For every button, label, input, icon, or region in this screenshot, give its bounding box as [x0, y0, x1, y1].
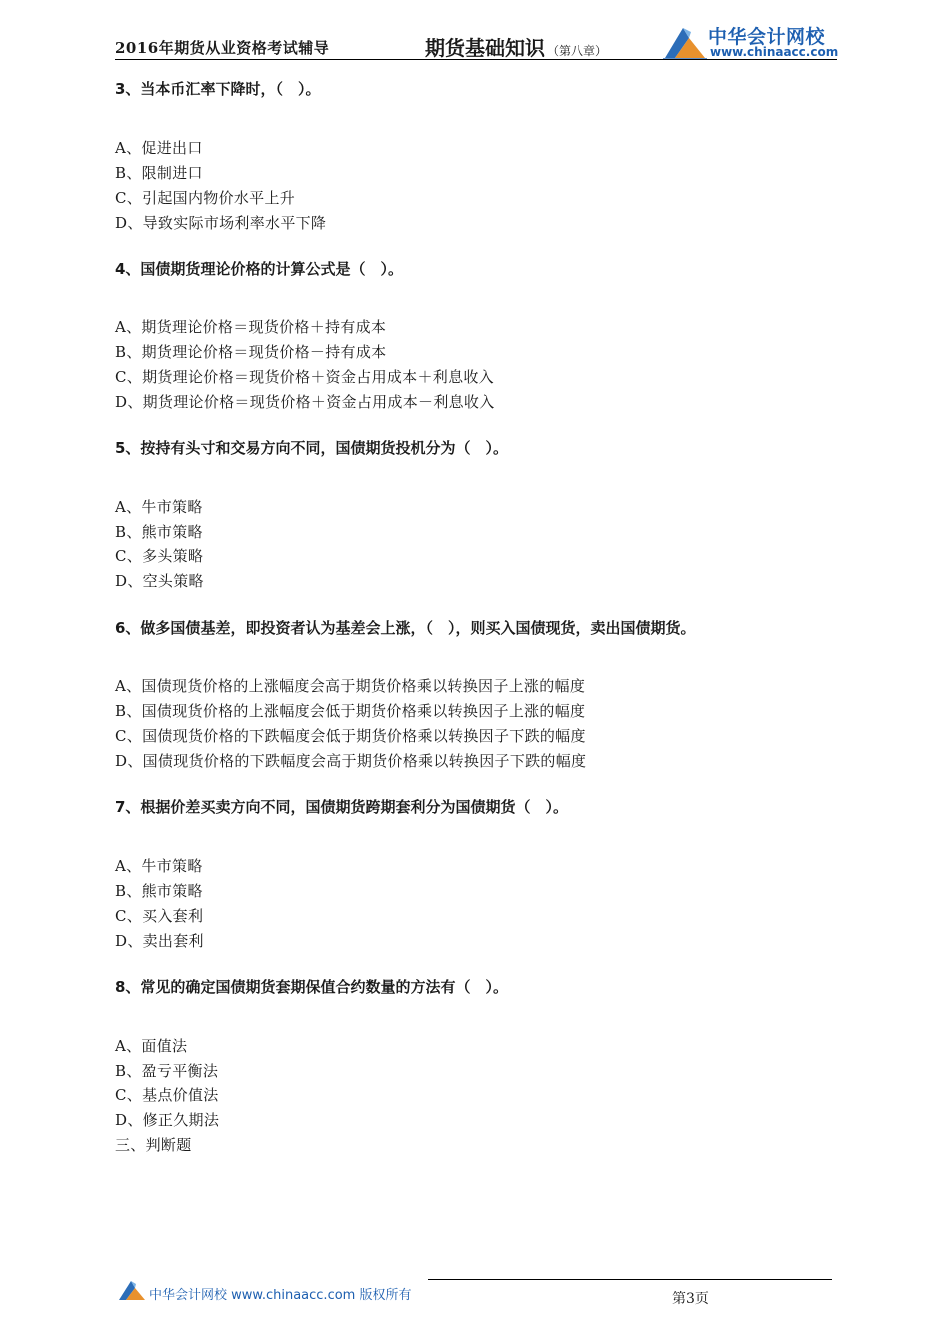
option-8b: B、盈亏平衡法: [115, 1062, 219, 1080]
option-3d: D、导致实际市场利率水平下降: [115, 214, 327, 232]
logo-brand-name: 中华会计网校: [708, 26, 826, 48]
option-8c: C、基点价值法: [115, 1086, 219, 1104]
question-4: 4、国债期货理论价格的计算公式是（ ）。: [115, 260, 403, 278]
option-4a: A、期货理论价格＝现货价格＋持有成本: [115, 318, 387, 336]
option-3a: A、促进出口: [115, 139, 203, 157]
header-divider: [115, 59, 837, 60]
question-5: 5、按持有头寸和交易方向不同，国债期货投机分为（ ）。: [115, 439, 508, 457]
option-7d: D、卖出套利: [115, 932, 204, 950]
footer-brand: [117, 1279, 447, 1305]
option-4b: B、期货理论价格＝现货价格－持有成本: [115, 343, 387, 361]
question-6: 6、做多国债基差，即投资者认为基差会上涨，（ ），则买入国债现货，卖出国债期货。: [115, 619, 696, 637]
footer-logo-icon: [117, 1279, 147, 1303]
page-number: 第3页: [672, 1291, 709, 1307]
option-6c: C、国债现货价格的下跌幅度会低于期货价格乘以转换因子下跌的幅度: [115, 727, 586, 745]
option-5d: D、空头策略: [115, 572, 204, 590]
option-4d: D、期货理论价格＝现货价格＋资金占用成本－利息收入: [115, 393, 495, 411]
subject-name: 期货基础知识: [425, 36, 545, 60]
option-3b: B、限制进口: [115, 164, 203, 182]
option-7c: C、买入套利: [115, 907, 204, 925]
question-8: 8、常见的确定国债期货套期保值合约数量的方法有（ ）。: [115, 978, 508, 996]
option-5c: C、多头策略: [115, 547, 204, 565]
header-subject-title: [425, 32, 607, 61]
option-7a: A、牛市策略: [115, 857, 203, 875]
footer-copyright: 中华会计网校 www.chinaacc.com 版权所有: [149, 1288, 412, 1303]
footer-divider: [428, 1279, 832, 1280]
option-6d: D、国债现货价格的下跌幅度会高于期货价格乘以转换因子下跌的幅度: [115, 752, 587, 770]
option-4c: C、期货理论价格＝现货价格＋资金占用成本＋利息收入: [115, 368, 494, 386]
option-6a: A、国债现货价格的上涨幅度会高于期货价格乘以转换因子上涨的幅度: [115, 677, 586, 695]
question-7: 7、根据价差买卖方向不同，国债期货跨期套利分为国债期货（ ）。: [115, 798, 568, 816]
brand-logo: [661, 22, 837, 62]
option-5a: A、牛市策略: [115, 498, 203, 516]
option-3c: C、引起国内物价水平上升: [115, 189, 296, 207]
question-3: 3、当本币汇率下降时，（ ）。: [115, 80, 321, 98]
option-6b: B、国债现货价格的上涨幅度会低于期货价格乘以转换因子上涨的幅度: [115, 702, 586, 720]
page-header: [115, 22, 837, 62]
option-5b: B、熊市策略: [115, 523, 203, 541]
logo-url: www.chinaacc.com: [710, 45, 839, 59]
option-8d: D、修正久期法: [115, 1111, 220, 1129]
option-8a: A、面值法: [115, 1037, 188, 1055]
chapter-label: （第八章）: [547, 44, 608, 58]
option-7b: B、熊市策略: [115, 882, 203, 900]
header-exam-title: 2016年期货从业资格考试辅导: [115, 39, 330, 57]
logo-triangle-icon: [661, 24, 709, 62]
section-title: 三、判断题: [115, 1136, 192, 1154]
